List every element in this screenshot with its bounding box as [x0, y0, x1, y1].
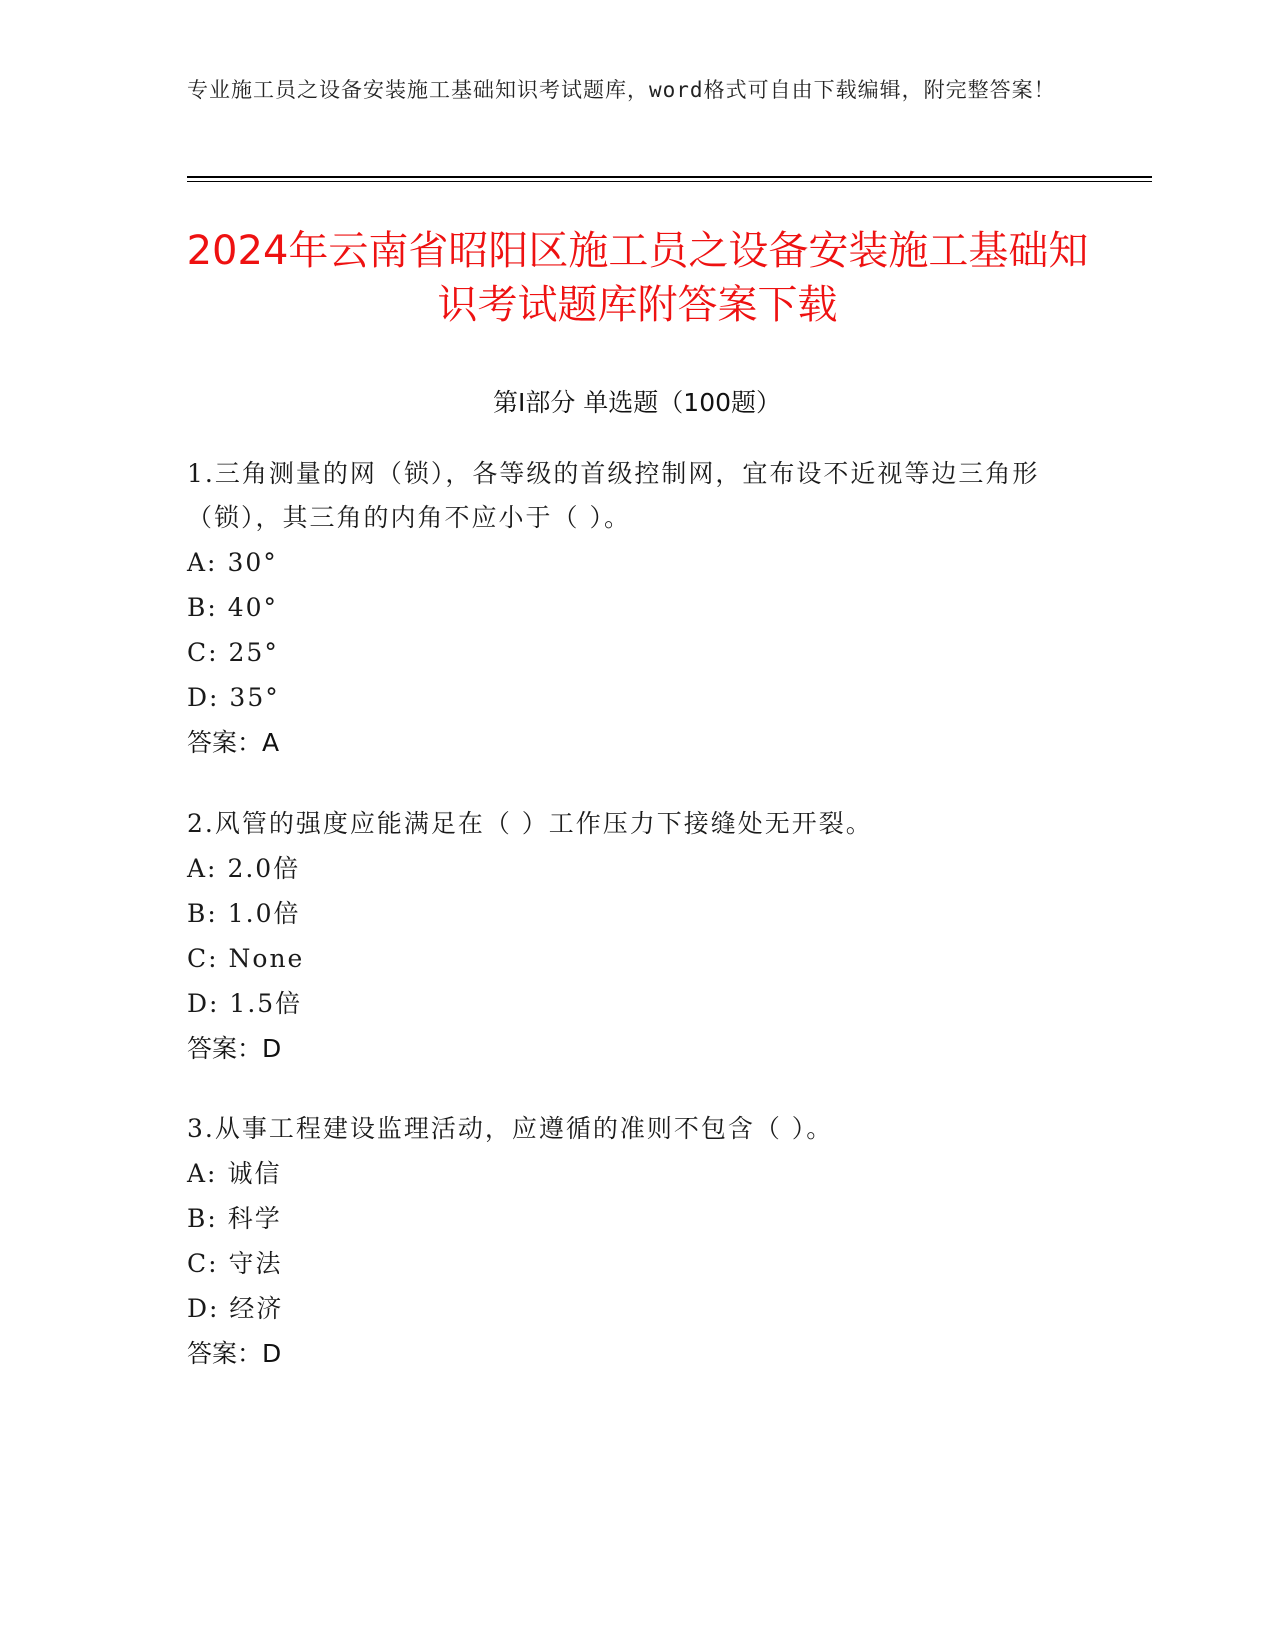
header-divider-thin: [187, 181, 1152, 182]
option-letter: D:: [187, 989, 220, 1018]
option-text: 1.5倍: [229, 989, 303, 1018]
option-text: None: [228, 944, 305, 973]
answer-line: 答案：A: [187, 728, 280, 757]
document-title: 2024年云南省昭阳区施工员之设备安装施工基础知识考试题库附答案下载: [186, 228, 1089, 328]
option-a: [187, 846, 1067, 891]
option-letter: D:: [187, 1294, 220, 1323]
option-text: 科学: [227, 1204, 282, 1233]
question-1: [187, 452, 1067, 766]
question-3: [187, 1107, 1067, 1377]
header-divider-thick: [187, 176, 1152, 178]
option-d: [187, 981, 1067, 1026]
option-d: [187, 675, 1067, 720]
option-text: 2.0倍: [227, 854, 301, 883]
header-note: 专业施工员之设备安装施工基础知识考试题库，word格式可自由下载编辑，附完整答案！: [187, 78, 1056, 102]
section-title: 第I部分 单选题（100题）: [492, 388, 782, 417]
option-text: 经济: [229, 1294, 284, 1323]
option-letter: B:: [187, 899, 218, 928]
option-letter: B:: [187, 1204, 218, 1233]
option-letter: C:: [187, 638, 219, 667]
question-stem: 3.从事工程建设监理活动，应遵循的准则不包含（ ）。: [187, 1114, 834, 1143]
option-b: [187, 585, 1067, 630]
option-text: 诚信: [227, 1159, 282, 1188]
question-stem: 1.三角测量的网（锁），各等级的首级控制网，宜布设不近视等边三角形（锁），其三角的内角不应小于（ ）。: [187, 459, 1040, 532]
answer-line: 答案：D: [187, 1034, 282, 1063]
question-2: [187, 802, 1067, 1072]
option-letter: A:: [187, 1159, 218, 1188]
option-text: 守法: [228, 1249, 283, 1278]
option-a: [187, 1151, 1067, 1196]
option-letter: A:: [187, 548, 218, 577]
option-c: [187, 1241, 1067, 1286]
option-c: [187, 936, 1067, 981]
option-b: [187, 1196, 1067, 1241]
option-letter: D:: [187, 683, 220, 712]
option-a: [187, 540, 1067, 585]
question-stem: 2.风管的强度应能满足在（ ）工作压力下接缝处无开裂。: [187, 809, 873, 838]
option-text: 25°: [228, 638, 279, 667]
option-letter: B:: [187, 593, 218, 622]
answer-line: 答案：D: [187, 1339, 282, 1368]
option-text: 1.0倍: [227, 899, 301, 928]
option-text: 30°: [227, 548, 278, 577]
option-c: [187, 630, 1067, 675]
option-text: 35°: [229, 683, 280, 712]
option-b: [187, 891, 1067, 936]
option-letter: C:: [187, 944, 219, 973]
option-letter: A:: [187, 854, 218, 883]
option-letter: C:: [187, 1249, 219, 1278]
option-text: 40°: [227, 593, 279, 622]
option-d: [187, 1286, 1067, 1331]
